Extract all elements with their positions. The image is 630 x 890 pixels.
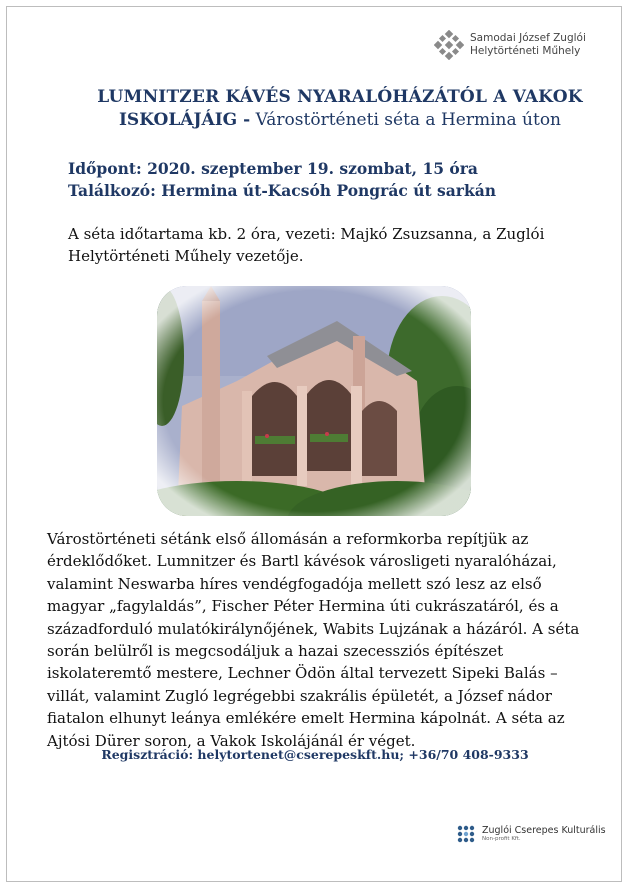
registration-info: Regisztráció: helytortenet@cserepeskft.hu; +36/70 408-9333 bbox=[101, 747, 529, 762]
grid-cross-icon bbox=[434, 30, 464, 60]
event-meeting: Találkozó: Hermina út-Kacsóh Pongrác út sarkán bbox=[68, 181, 497, 200]
footer-logo bbox=[455, 823, 606, 845]
villa-photo bbox=[157, 286, 471, 516]
dot-grid-icon bbox=[455, 823, 477, 845]
event-time: Időpont: 2020. szeptember 19. szombat, 15 óra bbox=[68, 159, 478, 178]
title-line2-rest: Várostörténeti séta a Hermina úton bbox=[255, 110, 561, 130]
footer-logo-sub: Non-profit Kft. bbox=[482, 836, 521, 842]
footer-logo-name: Zuglói Cserepes Kulturális bbox=[482, 825, 606, 836]
header-logo-line1: Samodai József Zuglói bbox=[470, 32, 586, 44]
title-line2-bold: ISKOLÁJÁIG - bbox=[118, 110, 251, 130]
title-line2 bbox=[60, 109, 620, 132]
event-details bbox=[68, 158, 496, 202]
title-line1: LUMNITZER KÁVÉS NYARALÓHÁZÁTÓL A VAKOK bbox=[97, 87, 583, 107]
intro-text: A séta időtartama kb. 2 óra, vezeti: Majkó Zsuzsanna, a Zuglói Helytörténeti Műhely vezetője. bbox=[68, 225, 545, 265]
header-logo-line2: Helytörténeti Műhely bbox=[470, 45, 581, 57]
header-logo bbox=[434, 30, 586, 60]
page-title bbox=[60, 86, 620, 132]
body-text: Várostörténeti sétánk első állomásán a reformkorba repítjük az érdeklődőket. Lumnitzer és Bartl kávésok városligeti nyaralóházai, valamint Neswarba híres vendégfogadója mellett szó lesz az első magyar „fagylaldás”, Fischer Péter Hermina úti cukrászatáról, és a századforduló mulatókirálynőjének, Wabits Lujzának a házáról. A séta során belülről is megcsodáljuk a hazai szecessziós építészet iskolateremtő mestere, Lechner Ödön által tervezett Sipeki Balás – villát, valamint Zugló legrégebbi szakrális épületét, a József nádor fiatalon elhunyt leánya emlékére emelt Hermina kápolnát. A séta az Ajtósi Dürer soron, a Vakok Iskolájánál ér véget. bbox=[47, 530, 580, 750]
